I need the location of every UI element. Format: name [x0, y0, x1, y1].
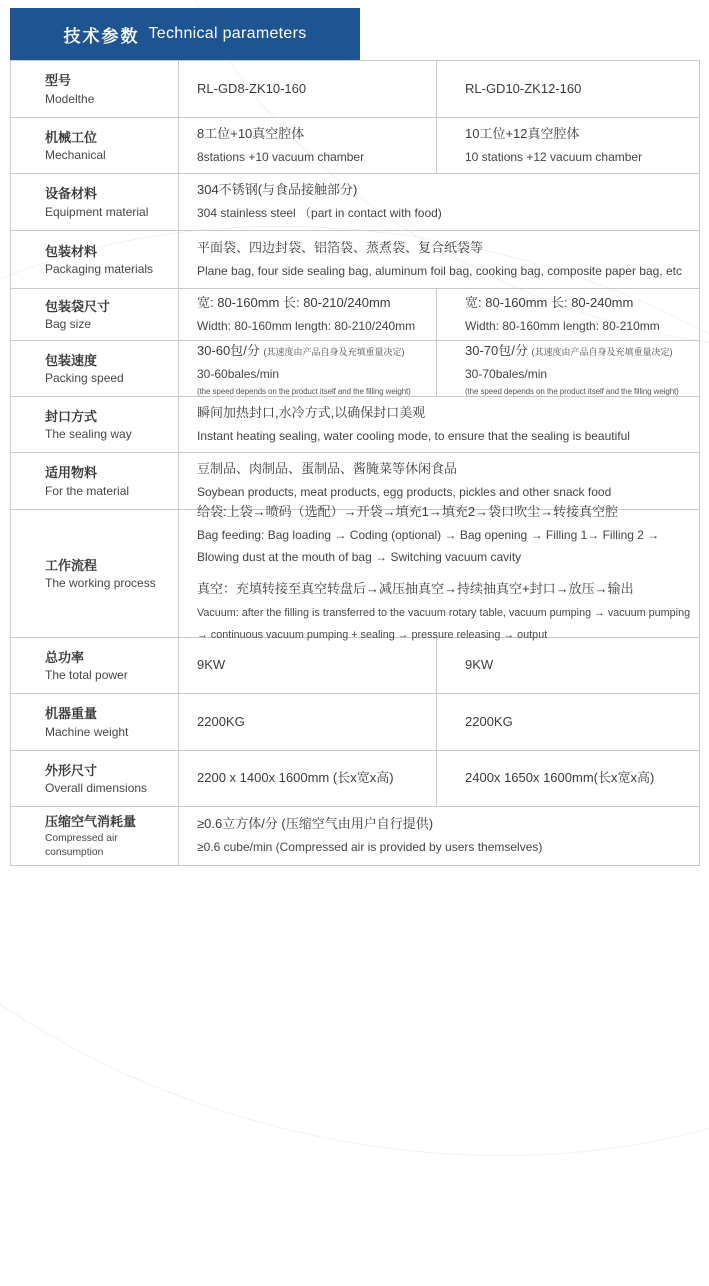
label-en: Mechanical [45, 148, 106, 163]
label-zh: 包装袋尺寸 [45, 298, 111, 314]
row-label-machine-weight [11, 694, 179, 750]
value-line [465, 711, 691, 734]
value-packaging-materials [179, 231, 699, 288]
value-text: Plane bag, four side sealing bag, aluminum foil bag, cooking bag, composite paper bag, etc [197, 263, 682, 278]
row-label-sealing-way [11, 397, 179, 452]
value-text: 8stations +10 vacuum chamber [197, 149, 365, 164]
label-zh: 机械工位 [45, 129, 98, 145]
value-compressed-air-consumption [179, 807, 699, 865]
value-text: 10 stations +12 vacuum chamber [465, 149, 643, 164]
value-line [197, 179, 691, 202]
value-text: 30-70bales/min [465, 366, 548, 381]
value-working-process [179, 503, 699, 642]
value-text: ≥0.6 cube/min (Compressed air is provided by users themselves) [197, 840, 543, 854]
value-text: 304不锈钢(与食品接触部分) [197, 182, 358, 198]
label-zh: 总功率 [45, 649, 85, 665]
label-en: Packing speed [45, 371, 124, 386]
value-text: 30-70包/分 [465, 343, 532, 359]
row-label-for-material [11, 453, 179, 509]
row-label-working-process [11, 510, 179, 637]
value-line [465, 767, 691, 790]
row-label-total-power [11, 638, 179, 693]
value-mechanical-model2 [437, 118, 699, 173]
value-line [465, 654, 691, 677]
value-model-model1 [179, 61, 437, 117]
value-text: (the speed depends on the product itself and the filling weight) [465, 386, 679, 396]
value-line [197, 654, 428, 677]
row-mechanical [11, 118, 699, 174]
row-working-process [11, 503, 699, 642]
page-title-zh: 技术参数 [63, 26, 140, 46]
value-packing-speed-model1 [179, 341, 437, 396]
value-line [465, 292, 691, 315]
value-text: Soybean products, meat products, egg products, pickles and other snack food [197, 485, 612, 499]
value-mechanical-model1 [179, 118, 437, 173]
row-label-model [11, 61, 179, 117]
value-line [197, 836, 691, 859]
value-line [197, 402, 691, 425]
value-equipment-material [179, 174, 699, 230]
value-machine-weight-model2 [437, 694, 699, 750]
page-title-en: Technical parameters [148, 25, 307, 42]
value-text: RL-GD10-ZK12-160 [465, 80, 582, 96]
value-bag-size-model1 [179, 289, 437, 340]
row-model [11, 61, 699, 118]
label-en: Packaging materials [45, 262, 154, 277]
row-equipment-material [11, 174, 699, 231]
value-model-model2 [437, 61, 699, 117]
value-text: Width: 80-160mm length: 80-210/240mm [197, 318, 416, 333]
value-line [197, 711, 428, 734]
value-machine-weight-model1 [179, 694, 437, 750]
value-line [197, 767, 428, 790]
row-label-packing-speed [11, 341, 179, 396]
value-line [197, 501, 691, 524]
value-line [465, 386, 691, 397]
value-line [465, 123, 691, 146]
row-total-power [11, 638, 699, 694]
title-banner [10, 8, 360, 60]
label-en: The total power [45, 668, 128, 683]
value-line [197, 524, 691, 569]
value-line [197, 260, 691, 283]
value-text: 2200KG [465, 713, 513, 729]
label-zh: 工作流程 [45, 557, 98, 573]
value-text: 瞬间加热封口,水冷方式,以确保封口美观 [197, 404, 426, 420]
value-line [197, 340, 428, 363]
value-line [197, 386, 428, 397]
value-line [465, 78, 691, 101]
value-text: 9KW [465, 657, 494, 673]
value-text: 平面袋、四边封袋、铝箔袋、蒸煮袋、复合纸袋等 [197, 239, 484, 255]
label-en: Machine weight [45, 724, 129, 739]
row-label-packaging-materials [11, 231, 179, 288]
label-en: The sealing way [45, 427, 132, 442]
value-text: 宽: 80-160mm 长: 80-240mm [465, 294, 634, 310]
label-en: For the material [45, 483, 130, 498]
row-bag-size [11, 289, 699, 341]
label-zh: 封口方式 [45, 408, 98, 424]
value-sealing-way [179, 397, 699, 452]
row-sealing-way [11, 397, 699, 453]
row-label-overall-dimensions [11, 751, 179, 806]
value-line [465, 340, 691, 363]
value-line [465, 146, 691, 169]
value-text: 30-60bales/min [197, 366, 280, 381]
value-line [197, 123, 428, 146]
value-text: 给袋:上袋→喷码（选配）→开袋→填充1→填充2→袋口吹尘→转接真空腔 [197, 503, 619, 519]
value-line [197, 292, 428, 315]
row-label-mechanical [11, 118, 179, 173]
value-text: RL-GD8-ZK10-160 [197, 80, 307, 96]
row-packaging-materials [11, 231, 699, 289]
value-text: (其速度由产品自身及充填重量决定) [263, 347, 405, 358]
value-line [197, 237, 691, 260]
value-text: 8工位+10真空腔体 [197, 125, 305, 141]
value-line [197, 202, 691, 225]
row-label-compressed-air-consumption [11, 807, 179, 865]
value-text: Bag feeding: Bag loading → Coding (optional) → Bag opening → Filling 1→ Filling 2 → Blowing dust at the mouth of bag → Switching vacuum cavity [197, 527, 660, 565]
value-text: Vacuum: after the filling is transferred to the vacuum rotary table, vacuum pumping → vacuum pumping → continuous vacuum pumping + sealing → pressure releasing → output [197, 606, 691, 642]
value-text: 2400x 1650x 1600mm(长x宽x高) [465, 770, 655, 786]
row-compressed-air-consumption [11, 807, 699, 865]
value-line [197, 315, 428, 338]
value-line [197, 78, 428, 101]
value-line [465, 315, 691, 338]
value-text: 2200 x 1400x 1600mm (长x宽x高) [197, 770, 394, 786]
value-line [197, 425, 691, 448]
value-text: 9KW [197, 657, 226, 673]
value-overall-dimensions-model1 [179, 751, 437, 806]
label-zh: 包装材料 [45, 243, 98, 259]
value-line [197, 578, 691, 601]
label-zh: 机器重量 [45, 706, 98, 722]
value-text: (其速度由产品自身及充填重量决定) [531, 347, 673, 358]
parameters-table [10, 60, 700, 866]
value-line [197, 363, 428, 386]
value-text: Width: 80-160mm length: 80-210mm [465, 318, 660, 333]
label-en: Equipment material [45, 204, 149, 219]
label-zh: 适用物料 [45, 465, 98, 481]
value-text: 2200KG [197, 713, 245, 729]
value-total-power-model1 [179, 638, 437, 693]
row-label-bag-size [11, 289, 179, 340]
row-label-equipment-material [11, 174, 179, 230]
value-line [465, 363, 691, 386]
value-line [197, 458, 691, 481]
label-zh: 压缩空气消耗量 [45, 814, 137, 830]
label-en: Bag size [45, 317, 92, 332]
value-text: ≥0.6立方体/分 (压缩空气由用户自行提供) [197, 816, 434, 832]
label-zh: 型号 [45, 73, 72, 89]
label-zh: 设备材料 [45, 186, 98, 202]
value-text: 宽: 80-160mm 长: 80-210/240mm [197, 294, 391, 310]
value-total-power-model2 [437, 638, 699, 693]
label-en: Compressed air consumption [45, 832, 118, 858]
label-zh: 包装速度 [45, 352, 98, 368]
label-zh: 外形尺寸 [45, 762, 98, 778]
value-packing-speed-model2 [437, 341, 699, 396]
value-text: 真空：充填转接至真空转盘后→减压抽真空→持续抽真空+封口→放压→输出 [197, 581, 634, 596]
value-line [197, 813, 691, 836]
value-text: 30-60包/分 [197, 343, 264, 359]
value-bag-size-model2 [437, 289, 699, 340]
label-en: Modelthe [45, 91, 95, 106]
row-machine-weight [11, 694, 699, 751]
row-packing-speed [11, 341, 699, 397]
label-en: Overall dimensions [45, 781, 148, 796]
row-overall-dimensions [11, 751, 699, 807]
value-text: 10工位+12真空腔体 [465, 125, 580, 141]
value-overall-dimensions-model2 [437, 751, 699, 806]
value-text: 304 stainless steel （part in contact with food) [197, 206, 442, 220]
value-line [197, 146, 428, 169]
value-text: Instant heating sealing, water cooling mode, to ensure that the sealing is beautiful [197, 428, 630, 443]
label-en: The working process [45, 576, 156, 591]
value-text: 豆制品、肉制品、蛋制品、酱腌菜等休闲食品 [197, 461, 458, 477]
value-text: (the speed depends on the product itself and the filling weight) [197, 386, 411, 396]
